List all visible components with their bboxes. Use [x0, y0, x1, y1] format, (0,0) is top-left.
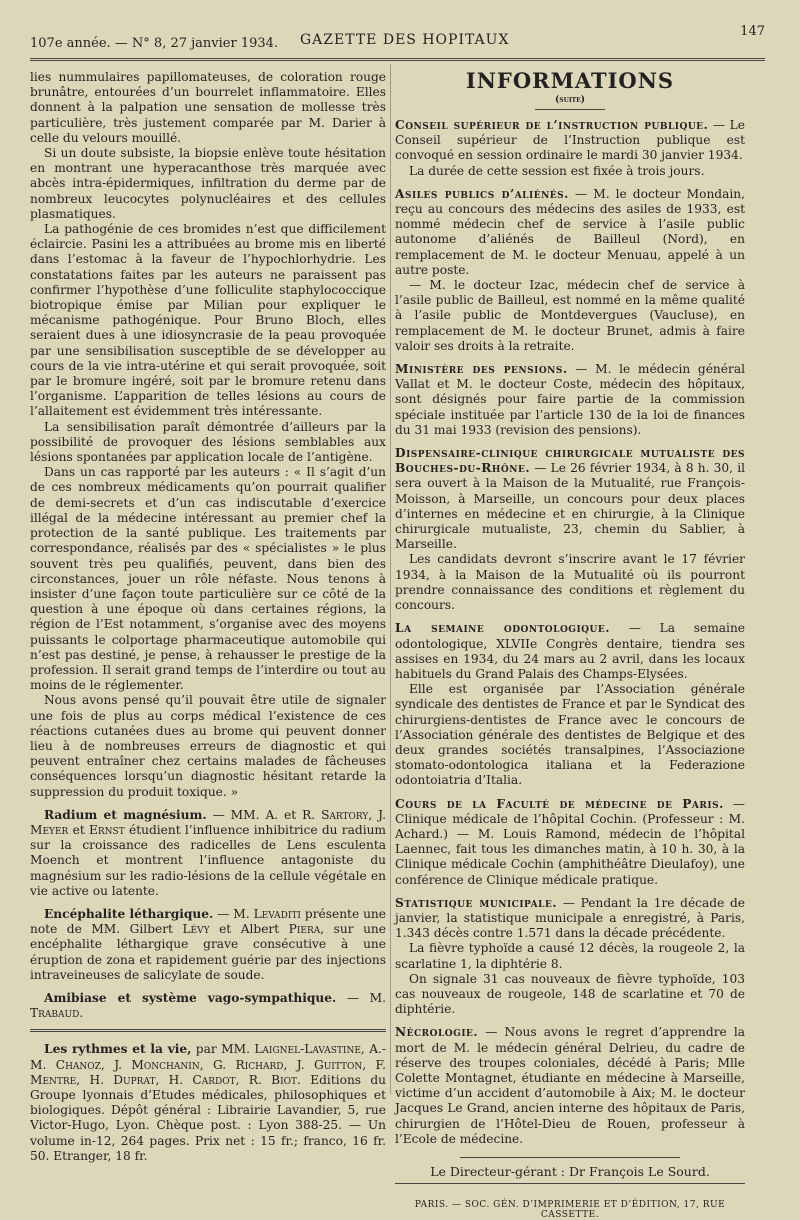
item-heading: Asiles publics d’aliénés.: [395, 186, 569, 201]
journal-title: GAZETTE DES HOPITAUX: [300, 32, 510, 48]
column-divider: [390, 64, 391, 1094]
item-heading: Nécrologie.: [395, 1025, 479, 1040]
info-item-dispensaire: Dispensaire-clinique chirurgicale mutualiste des Bouches-du-Rhône. — Le 26 février 1934, à 8 h. 30, il sera ouvert à la Maison de la Mutualité, rue François-Moisson, à Marseille, un concours pour deux places d’internes en médecine et en chirurgie, à la Clinique chirurgicale mutualiste, 23, chemin du Sablier, à Marseille. Les candidats devront s’inscrire avant le 17 février 1934, à la Maison de la Mutualité où ils pourront prendre connaissance des conditions et règlement du concours.: [395, 446, 745, 613]
issue-info: 107e année. — N° 8, 27 janvier 1934.: [30, 36, 279, 51]
amibiase-notice: Amibiase et système vago-sympathique. — M. Trabaud.: [30, 990, 387, 1021]
page-number: 147: [740, 24, 765, 39]
right-column: [395, 70, 745, 1220]
item-heading: Conseil supérieur de l’instruction publique.: [395, 118, 709, 132]
item-paragraph: On signale 31 cas nouveaux de fièvre typhoïde, 103 cas nouveaux de rougeole, 148 de scarlatine et 70 de diphtérie.: [395, 971, 745, 1017]
author-name: Lévy: [182, 922, 210, 937]
paragraph: La sensibilisation paraît démontrée d’ailleurs par la possibilité de provoquer des lésions semblables aux lésions spontanées par application locale de l’antigène.: [30, 419, 386, 465]
paragraph: Dans un cas rapporté par les auteurs : « Il s’agit d’un de ces nombreux médicaments qu’on pourrait qualifier de demi-secrets et d’un cas indiscutable d’exercice illégal de la médecine intéressant au premier chef la protection de la santé publique. Les traitements par correspondance, réalisés par des « spécialistes » le plus souvent très peu qualifiés, peuvent, dans bien des circonstances, jouer un rôle néfaste. Nous tenons à insister d’une façon toute particulière sur ce côté de la question à une époque où dans certaines régions, la région de l’Est notamment, s’organise avec des moyens puissants le colportage pharmaceutique automobile qui n’est pas destiné, je pense, à rehausser le prestige de la profession. Il serait grand temps de l’interdire ou tout au moins de le réglementer.: [30, 465, 386, 693]
book-title: Les rythmes et la vie,: [44, 1042, 192, 1057]
item-heading: Statistique municipale.: [395, 895, 558, 910]
paragraph: Nous avons pensé qu’il pouvait être utile de signaler une fois de plus au corps médical l’existence de ces réactions cutanées dues au brome qui peuvent donner lieu à de nombreuses erreurs de diagnostic et qui peuvent entraîner chez certains malades de fâcheuses conséquences lorsqu’un diagnostic hésitant retarde la suppression du produit toxique. »: [30, 693, 386, 799]
info-item-odontologie: La semaine odontologique. — La semaine odontologique, XLVIIe Congrès dentaire, tiendra ses assises en 1934, du 24 mars au 2 avril, dans les locaux habituels du Grand Palais des Champs-Elysées. Elle est organisée par l’Association générale syndicale des dentistes de France et par le Syndicat des chirurgiens-dentistes de France avec le concours de l’Association générale des dentistes de Belgique et des deux grandes sociétés transalpines, l’Associazione stomato-odontologica italiana et la Federazione odontoiatria d’Italia.: [395, 621, 745, 788]
informations-subtitle: (suite): [555, 95, 585, 105]
notice-title: Amibiase et système vago-sympathique.: [44, 990, 337, 1005]
item-heading: Cours de la Faculté de médecine de Paris.: [395, 796, 724, 811]
book-authors: Laignel-Lavastine, A.-M. Chanoz, J. Monchanin, G. Richard, J. Guitton, F. Mentre, H. Duprat, H. Cardot, R. Biot: [30, 1042, 386, 1087]
author-name: Levaditi: [253, 906, 301, 921]
author-name: Trabaud: [30, 1006, 80, 1021]
info-item-asiles: Asiles publics d’aliénés. — M. le docteur Mondain, reçu au concours des médecins des asiles de 1933, est nommé médecin chef de service à l’asile public autonome d’aliénés de Bailleul (Nord), en remplacement de M. le docteur Menuau, appelé à un autre poste. — M. le docteur Izac, médecin chef de service à l’asile public de Bailleul, est nommé en la même qualité à l’asile public de Montdevergues (Vaucluse), en remplacement de M. le docteur Brunet, admis à faire valoir ses droits à la retraite.: [395, 186, 745, 353]
title-rule: [535, 109, 605, 110]
info-item-conseil: Conseil supérieur de l’instruction publique. — Le Conseil supérieur de l’Instruction publique est convoqué en session ordinaire le mardi 30 janvier 1934. La durée de cette session est fixée à trois jours.: [395, 118, 745, 178]
printer-line: PARIS. — SOC. GÉN. D’IMPRIMERIE ET D’ÉDITION, 17, RUE CASSETTE.: [414, 1200, 726, 1220]
item-paragraph: Les candidats devront s’inscrire avant le 17 février 1934, à la Maison de la Mutualité où ils pourront prendre connaissance des conditions et règlement du concours.: [395, 552, 745, 613]
encephalite-notice: Encéphalite léthargique. — M. Levaditi présente une note de MM. Gilbert Lévy et Albert Piera, sur une encéphalite léthargique grave consécutive à une éruption de zona et rapidement guérie par des injections intraveineuses de salicylate de soude.: [30, 906, 386, 982]
item-paragraph: Elle est organisée par l’Association générale syndicale des dentistes de France et par le Syndicat des chirurgiens-dentistes de France avec le concours de l’Association générale des dentistes de Belgique et des deux grandes sociétés transalpines, l’Associazione stomato-odontologica italiana et la Federazione odontoiatria d’Italia.: [395, 682, 745, 788]
notice-title: Encéphalite léthargique.: [44, 906, 214, 921]
paragraph: lies nummulaires papillomateuses, de coloration rouge brunâtre, entourées d’un bourrelet inflammatoire. Elles donnent à la palpation une sensation de mollesse très particulière, très justement comparée par M. Darier à celle du velours mouillé.: [30, 70, 386, 145]
author-name: Meyer: [30, 822, 69, 837]
notice-title: Radium et magnésium.: [44, 807, 207, 822]
section-divider: [30, 1029, 386, 1032]
book-review: Les rythmes et la vie, par MM. Laignel-Lavastine, A.-M. Chanoz, J. Monchanin, G. Richard, J. Guitton, F. Mentre, H. Duprat, H. Cardot, R. Biot. Editions du Groupe lyonnais d’Etudes médicales, philosophiques et biologiques. Dépôt général : Librairie Lavandier, 5, rue Victor-Hugo, Lyon. Chèque post. : Lyon 388-25. — Un volume in-12, 264 pages. Prix net : 15 fr.; franco, 16 fr. 50. Etranger, 18 fr.: [30, 1042, 387, 1163]
info-item-cours: Cours de la Faculté de médecine de Paris. — Clinique médicale de l’hôpital Cochin. (Professeur : M. Achard.) — M. Louis Ramond, médecin de l’hôpital Laennec, fait tous les dimanches matin, à 10 h. 30, à la Clinique médicale Cochin (amphithéâtre Dieulafoy), une conférence de Clinique médicale pratique.: [395, 796, 745, 887]
informations-title: INFORMATIONS: [465, 68, 675, 93]
item-paragraph: — M. le docteur Izac, médecin chef de service à l’asile public de Bailleul, est nommé en la même qualité à l’asile public de Montdevergues (Vaucluse), en remplacement de M. le docteur Brunet, admis à faire valoir ses droits à la retraite.: [395, 278, 745, 353]
left-column: [30, 70, 386, 1164]
item-paragraph: La durée de cette session est fixée à trois jours.: [409, 163, 705, 178]
radium-notice: Radium et magnésium. — MM. A. et R. Sartory, J. Meyer et Ernst étudient l’influence inhibitrice du radium sur la croissance des radicelles de Lens esculenta Moench et montrent l’influence antagoniste du magnésium sur les radio-lésions de la cellule végétale en vie active ou latente.: [30, 807, 386, 898]
author-name: Ernst: [89, 822, 125, 837]
item-paragraph: La fièvre typhoïde a causé 12 décès, la rougeole 2, la scarlatine 1, la diphtérie 8.: [395, 941, 745, 971]
printer-rule: [395, 1183, 745, 1184]
author-name: Sartory: [321, 807, 369, 822]
director-signature: Le Directeur-gérant : Dr François Le Sourd.: [430, 1164, 710, 1179]
info-item-statistique: Statistique municipale. — Pendant la 1re décade de janvier, la statistique municipale a enregistré, à Paris, 1.343 décès contre 1.571 dans la décade précédente. La fièvre typhoïde a causé 12 décès, la rougeole 2, la scarlatine 1, la diphtérie 8. On signale 31 cas nouveaux de fièvre typhoïde, 103 cas nouveaux de rougeole, 148 de scarlatine et 70 de diphtérie.: [395, 895, 745, 1017]
item-heading: Dispensaire-clinique chirurgicale mutualiste des Bouches-du-Rhône.: [395, 446, 745, 476]
running-head: [30, 22, 765, 61]
paragraph: Si un doute subsiste, la biopsie enlève toute hésitation en montrant une hyperacanthose très marquée avec abcès intra-épidermiques, infiltration du derme par de nombreux leucocytes polynucléaires et des cellules plasmatiques.: [30, 146, 386, 221]
item-heading: La semaine odontologique.: [395, 621, 610, 636]
author-name: Piera: [288, 922, 321, 937]
info-item-necrologie: Nécrologie. — Nous avons le regret d’apprendre la mort de M. le médecin général Delrieu, du cadre de réserve des troupes coloniales, décédé à Paris; Mlle Colette Montagnet, étudiante en médecine à Marseille, victime d’un accident d’automobile à Aix; M. le docteur Jacques Le Grand, ancien interne des hôpitaux de Paris, chirurgien de l’Hôtel-Dieu de Rouen, professeur à l’Ecole de médecine.: [395, 1025, 745, 1146]
info-item-pensions: Ministère des pensions. — M. le médecin général Vallat et M. le docteur Coste, médecin des hôpitaux, sont désignés pour faire partie de la commission spéciale instituée par l’article 130 de la loi de finances du 31 mai 1933 (revision des pensions).: [395, 362, 745, 437]
paragraph: La pathogénie de ces bromides n’est que difficilement éclaircie. Pasini les a attribuées au brome mis en liberté dans l’estomac à la faveur de l’hypochlorhydrie. Les constatations faites par les auteurs ne paraissent pas confirmer l’hypothèse d’une folliculite staphylococcique biotropique émise par Milian pour expliquer le mécanisme pathogénique. Pour Bruno Bloch, elles seraient dues à une idiosyncrasie de la peau provoquée par une sensibilisation susceptible de se développer au cours de la vie intra-utérine et qui serait provoquée, soit par le bromure ingéré, soit par le bromure retenu dans l’organisme. L’apparition de telles lésions au cours de l’allaitement est évidemment très intéressante.: [30, 222, 386, 419]
signature-rule: [460, 1157, 680, 1158]
item-heading: Ministère des pensions.: [395, 362, 568, 377]
